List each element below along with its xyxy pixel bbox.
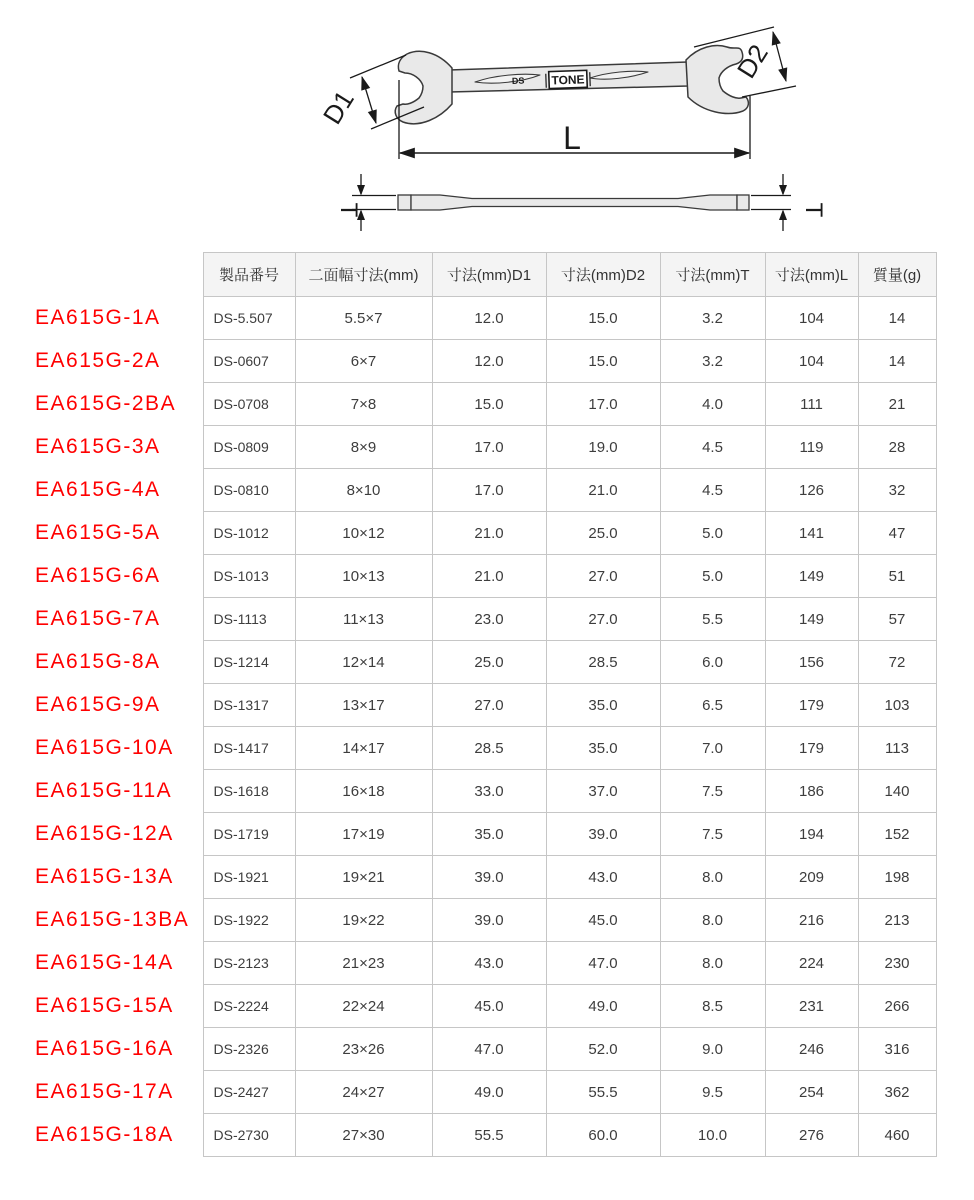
side-view-right-cap	[737, 195, 749, 210]
dim-l-cell: 224	[765, 942, 858, 985]
dim-t-cell: 7.5	[660, 770, 765, 813]
table-row	[35, 297, 936, 340]
dim-d1-cell: 15.0	[432, 383, 546, 426]
part-number-cell: DS-1317	[203, 684, 295, 727]
col-header-mass: 質量(g)	[858, 253, 936, 297]
dim-d1-cell: 43.0	[432, 942, 546, 985]
table-row	[35, 770, 936, 813]
width-across-flats-cell: 23×26	[295, 1028, 432, 1071]
table-row	[35, 340, 936, 383]
dim-l-cell: 179	[765, 684, 858, 727]
table-row	[35, 942, 936, 985]
mass-cell: 103	[858, 684, 936, 727]
part-number-cell: DS-2326	[203, 1028, 295, 1071]
dim-t-cell: 4.5	[660, 469, 765, 512]
mass-cell: 14	[858, 297, 936, 340]
dim-l-cell: 104	[765, 340, 858, 383]
dim-d1-cell: 47.0	[432, 1028, 546, 1071]
dim-d2-cell: 60.0	[546, 1114, 660, 1157]
product-code: EA615G-4A	[35, 469, 203, 512]
dim-d1-cell: 28.5	[432, 727, 546, 770]
width-across-flats-cell: 16×18	[295, 770, 432, 813]
product-code: EA615G-8A	[35, 641, 203, 684]
dim-d1-cell: 49.0	[432, 1071, 546, 1114]
part-number-cell: DS-2427	[203, 1071, 295, 1114]
product-code: EA615G-2BA	[35, 383, 203, 426]
t-right-label: T	[800, 202, 827, 218]
table-row	[35, 512, 936, 555]
dim-d2-cell: 19.0	[546, 426, 660, 469]
part-number-cell: DS-2730	[203, 1114, 295, 1157]
width-across-flats-cell: 5.5×7	[295, 297, 432, 340]
col-header-part-number: 製品番号	[203, 253, 295, 297]
width-across-flats-cell: 8×10	[295, 469, 432, 512]
tone-logo-box	[546, 70, 591, 89]
table-row	[35, 383, 936, 426]
col-header-dim-t: 寸法(mm)T	[660, 253, 765, 297]
product-code: EA615G-18A	[35, 1114, 203, 1157]
width-across-flats-cell: 19×21	[295, 856, 432, 899]
mass-cell: 57	[858, 598, 936, 641]
dim-d2-cell: 35.0	[546, 684, 660, 727]
width-across-flats-cell: 12×14	[295, 641, 432, 684]
table-row	[35, 813, 936, 856]
width-across-flats-cell: 14×17	[295, 727, 432, 770]
table-row	[35, 684, 936, 727]
dim-d1-cell: 23.0	[432, 598, 546, 641]
dim-t-cell: 5.5	[660, 598, 765, 641]
dim-t-cell: 8.0	[660, 942, 765, 985]
width-across-flats-cell: 8×9	[295, 426, 432, 469]
table-row	[35, 555, 936, 598]
dim-t-cell: 8.0	[660, 856, 765, 899]
l-label: L	[563, 120, 581, 156]
wrench-side-view	[398, 195, 749, 210]
dim-l-cell: 246	[765, 1028, 858, 1071]
dim-l-cell: 141	[765, 512, 858, 555]
dim-d2-cell: 25.0	[546, 512, 660, 555]
table-row	[35, 469, 936, 512]
dim-l-cell: 216	[765, 899, 858, 942]
table-row	[35, 426, 936, 469]
product-code: EA615G-12A	[35, 813, 203, 856]
width-across-flats-cell: 10×13	[295, 555, 432, 598]
dim-d1-cell: 12.0	[432, 297, 546, 340]
dim-l-cell: 104	[765, 297, 858, 340]
dim-t-cell: 4.0	[660, 383, 765, 426]
dim-t-cell: 4.5	[660, 426, 765, 469]
table-header-row	[35, 253, 936, 297]
mass-cell: 51	[858, 555, 936, 598]
dim-d2-cell: 27.0	[546, 555, 660, 598]
width-across-flats-cell: 17×19	[295, 813, 432, 856]
dim-t-cell: 3.2	[660, 340, 765, 383]
table-row	[35, 899, 936, 942]
product-code: EA615G-14A	[35, 942, 203, 985]
dim-d1-cell: 55.5	[432, 1114, 546, 1157]
dim-d2-cell: 49.0	[546, 985, 660, 1028]
col-header-dim-l: 寸法(mm)L	[765, 253, 858, 297]
mass-cell: 460	[858, 1114, 936, 1157]
dim-d1-cell: 35.0	[432, 813, 546, 856]
dim-d1-cell: 21.0	[432, 512, 546, 555]
mass-cell: 47	[858, 512, 936, 555]
product-code: EA615G-5A	[35, 512, 203, 555]
product-code: EA615G-1A	[35, 297, 203, 340]
dim-d2-cell: 28.5	[546, 641, 660, 684]
table-body	[35, 297, 936, 1157]
table-row	[35, 985, 936, 1028]
d2-label: D2	[730, 39, 774, 84]
dim-d2-cell: 37.0	[546, 770, 660, 813]
part-number-cell: DS-2224	[203, 985, 295, 1028]
part-number-cell: DS-0810	[203, 469, 295, 512]
col-header-width-across-flats: 二面幅寸法(mm)	[295, 253, 432, 297]
part-number-cell: DS-1013	[203, 555, 295, 598]
table-row	[35, 598, 936, 641]
d1-label: D1	[316, 85, 360, 130]
mass-cell: 113	[858, 727, 936, 770]
table-row	[35, 856, 936, 899]
part-number-cell: DS-0809	[203, 426, 295, 469]
mass-cell: 14	[858, 340, 936, 383]
mass-cell: 152	[858, 813, 936, 856]
mass-cell: 32	[858, 469, 936, 512]
d2-extension-line-lower	[742, 86, 796, 97]
dim-l-cell: 126	[765, 469, 858, 512]
mass-cell: 198	[858, 856, 936, 899]
dim-d1-cell: 12.0	[432, 340, 546, 383]
dim-t-cell: 6.5	[660, 684, 765, 727]
dim-d2-cell: 15.0	[546, 297, 660, 340]
product-code: EA615G-7A	[35, 598, 203, 641]
mass-cell: 140	[858, 770, 936, 813]
d2-extension-line-upper	[694, 27, 774, 47]
dim-d1-cell: 45.0	[432, 985, 546, 1028]
dim-t-cell: 9.0	[660, 1028, 765, 1071]
dim-l-cell: 149	[765, 555, 858, 598]
part-number-cell: DS-1012	[203, 512, 295, 555]
dim-t-cell: 5.0	[660, 555, 765, 598]
dim-t-cell: 7.0	[660, 727, 765, 770]
spec-table-section	[35, 252, 937, 1157]
product-code: EA615G-15A	[35, 985, 203, 1028]
wrench-diagram-svg	[0, 0, 974, 250]
dim-l-cell: 231	[765, 985, 858, 1028]
part-number-cell: DS-1719	[203, 813, 295, 856]
product-code: EA615G-11A	[35, 770, 203, 813]
dim-d2-cell: 21.0	[546, 469, 660, 512]
width-across-flats-cell: 7×8	[295, 383, 432, 426]
dim-d2-cell: 45.0	[546, 899, 660, 942]
product-code: EA615G-9A	[35, 684, 203, 727]
mass-cell: 266	[858, 985, 936, 1028]
part-number-cell: DS-1113	[203, 598, 295, 641]
dim-t-cell: 9.5	[660, 1071, 765, 1114]
width-across-flats-cell: 27×30	[295, 1114, 432, 1157]
header-spacer	[35, 253, 203, 297]
part-number-cell: DS-1922	[203, 899, 295, 942]
d1-dimension-arrow-line	[362, 77, 376, 123]
dim-l-cell: 111	[765, 383, 858, 426]
side-view-left-cap	[398, 195, 411, 210]
part-number-cell: DS-0708	[203, 383, 295, 426]
part-number-cell: DS-1618	[203, 770, 295, 813]
dim-d2-cell: 17.0	[546, 383, 660, 426]
dim-d2-cell: 39.0	[546, 813, 660, 856]
col-header-dim-d1: 寸法(mm)D1	[432, 253, 546, 297]
dim-l-cell: 254	[765, 1071, 858, 1114]
dim-t-cell: 7.5	[660, 813, 765, 856]
dim-d2-cell: 35.0	[546, 727, 660, 770]
mass-cell: 230	[858, 942, 936, 985]
dim-d2-cell: 15.0	[546, 340, 660, 383]
dim-d1-cell: 25.0	[432, 641, 546, 684]
table-row	[35, 1114, 936, 1157]
dim-d1-cell: 39.0	[432, 856, 546, 899]
dim-t-cell: 5.0	[660, 512, 765, 555]
part-number-cell: DS-1214	[203, 641, 295, 684]
product-code: EA615G-3A	[35, 426, 203, 469]
part-number-cell: DS-1921	[203, 856, 295, 899]
dim-t-cell: 10.0	[660, 1114, 765, 1157]
dim-l-cell: 119	[765, 426, 858, 469]
wrench-dimension-diagram	[0, 0, 974, 250]
dim-d1-cell: 17.0	[432, 426, 546, 469]
dim-d1-cell: 27.0	[432, 684, 546, 727]
dim-t-cell: 8.0	[660, 899, 765, 942]
wrench-head-left	[395, 51, 452, 123]
dim-l-cell: 156	[765, 641, 858, 684]
side-view-body	[411, 195, 737, 210]
dim-l-cell: 179	[765, 727, 858, 770]
width-across-flats-cell: 24×27	[295, 1071, 432, 1114]
mass-cell: 362	[858, 1071, 936, 1114]
mass-cell: 72	[858, 641, 936, 684]
ds-marking: DS	[511, 75, 525, 86]
width-across-flats-cell: 10×12	[295, 512, 432, 555]
table-row	[35, 1071, 936, 1114]
dim-l-cell: 276	[765, 1114, 858, 1157]
t-left-label: T	[335, 202, 362, 218]
table-row	[35, 1028, 936, 1071]
table-row	[35, 727, 936, 770]
dim-t-cell: 6.0	[660, 641, 765, 684]
dim-l-cell: 209	[765, 856, 858, 899]
product-code: EA615G-16A	[35, 1028, 203, 1071]
dim-d1-cell: 33.0	[432, 770, 546, 813]
dim-l-cell: 194	[765, 813, 858, 856]
part-number-cell: DS-0607	[203, 340, 295, 383]
product-code: EA615G-6A	[35, 555, 203, 598]
width-across-flats-cell: 22×24	[295, 985, 432, 1028]
part-number-cell: DS-2123	[203, 942, 295, 985]
dim-d2-cell: 52.0	[546, 1028, 660, 1071]
width-across-flats-cell: 21×23	[295, 942, 432, 985]
dim-d1-cell: 21.0	[432, 555, 546, 598]
dim-d1-cell: 17.0	[432, 469, 546, 512]
dim-d2-cell: 27.0	[546, 598, 660, 641]
dim-l-cell: 186	[765, 770, 858, 813]
table-row	[35, 641, 936, 684]
product-code: EA615G-2A	[35, 340, 203, 383]
dim-d2-cell: 43.0	[546, 856, 660, 899]
mass-cell: 21	[858, 383, 936, 426]
product-code: EA615G-10A	[35, 727, 203, 770]
dim-l-cell: 149	[765, 598, 858, 641]
col-header-dim-d2: 寸法(mm)D2	[546, 253, 660, 297]
width-across-flats-cell: 11×13	[295, 598, 432, 641]
tone-logo-text: TONE	[551, 72, 585, 88]
product-code: EA615G-13BA	[35, 899, 203, 942]
d2-dimension-arrow-line	[773, 32, 786, 81]
product-code: EA615G-17A	[35, 1071, 203, 1114]
spec-table	[35, 252, 937, 1157]
dim-t-cell: 3.2	[660, 297, 765, 340]
product-code: EA615G-13A	[35, 856, 203, 899]
dimension-t-right	[751, 174, 791, 231]
dim-d1-cell: 39.0	[432, 899, 546, 942]
mass-cell: 28	[858, 426, 936, 469]
part-number-cell: DS-1417	[203, 727, 295, 770]
width-across-flats-cell: 13×17	[295, 684, 432, 727]
dim-d2-cell: 47.0	[546, 942, 660, 985]
dim-t-cell: 8.5	[660, 985, 765, 1028]
width-across-flats-cell: 6×7	[295, 340, 432, 383]
mass-cell: 316	[858, 1028, 936, 1071]
dim-d2-cell: 55.5	[546, 1071, 660, 1114]
part-number-cell: DS-5.507	[203, 297, 295, 340]
mass-cell: 213	[858, 899, 936, 942]
width-across-flats-cell: 19×22	[295, 899, 432, 942]
